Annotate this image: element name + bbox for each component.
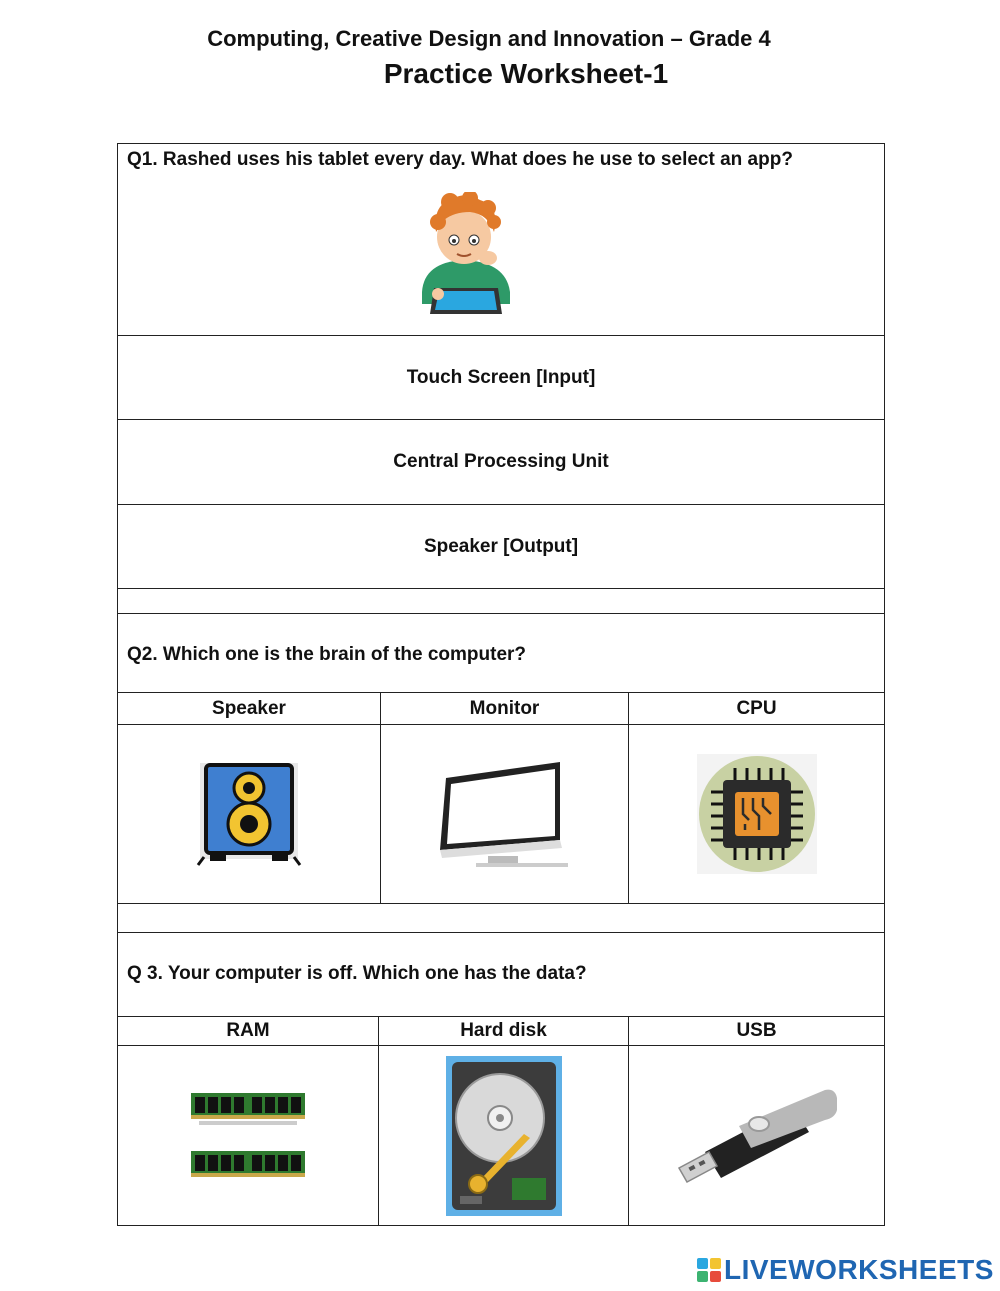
- worksheet-table: [117, 143, 885, 1226]
- q2-option-cpu[interactable]: [629, 725, 884, 903]
- q1-question-text: Q1. Rashed uses his tablet every day. What does he use to select an app?: [127, 149, 793, 170]
- worksheet-title: Practice Worksheet-1: [383, 58, 669, 89]
- q2-option-monitor[interactable]: [381, 725, 629, 903]
- q3-question-cell: [117, 933, 885, 1017]
- q2-header-speaker: Speaker: [118, 693, 381, 724]
- q3-image-row: [117, 1046, 885, 1226]
- q3-header-ram: RAM: [118, 1017, 379, 1045]
- liveworksheets-logo[interactable]: [697, 1254, 994, 1286]
- q2-image-row: [117, 725, 885, 904]
- boy-with-tablet-illustration: [414, 192, 518, 322]
- monitor-icon: [436, 758, 574, 870]
- logo-text: LIVEWORKSHEETS: [724, 1254, 994, 1285]
- logo-mark-icon: [697, 1258, 721, 1282]
- q3-option-hard-disk[interactable]: [379, 1046, 629, 1225]
- q2-header-monitor: Monitor: [381, 693, 629, 724]
- q1-option-speaker[interactable]: [117, 505, 885, 589]
- cpu-chip-icon: [697, 754, 817, 874]
- q2-option-speaker[interactable]: [118, 725, 381, 903]
- q3-option-usb[interactable]: [629, 1046, 884, 1225]
- spacer-row: [117, 904, 885, 933]
- q3-option-ram[interactable]: [118, 1046, 379, 1225]
- q2-header-row: [117, 693, 885, 725]
- q3-header-hard-disk: Hard disk: [379, 1017, 629, 1045]
- q1-question-cell: [117, 143, 885, 336]
- q2-header-cpu: CPU: [736, 697, 777, 719]
- ram-module-icon: [189, 1081, 307, 1191]
- q1-option-touch-screen[interactable]: [117, 336, 885, 420]
- q1-option-label: Touch Screen [Input]: [406, 366, 596, 388]
- usb-drive-icon: [675, 1086, 839, 1186]
- q1-option-label: Central Processing Unit: [393, 451, 609, 472]
- speaker-icon: [194, 761, 304, 867]
- q3-question-text: Q 3. Your computer is off. Which one has the data?: [127, 963, 587, 984]
- q2-question-cell: [117, 614, 885, 693]
- q2-question-text: Q2. Which one is the brain of the computer?: [127, 644, 527, 665]
- hard-disk-icon: [446, 1056, 562, 1216]
- q1-option-label: Speaker [Output]: [423, 535, 579, 557]
- worksheet-subtitle: Computing, Creative Design and Innovation – Grade 4: [207, 26, 771, 51]
- spacer-row: [117, 589, 885, 614]
- q1-option-cpu[interactable]: [117, 420, 885, 505]
- q3-header-usb: USB: [736, 1020, 777, 1041]
- q3-header-row: [117, 1017, 885, 1046]
